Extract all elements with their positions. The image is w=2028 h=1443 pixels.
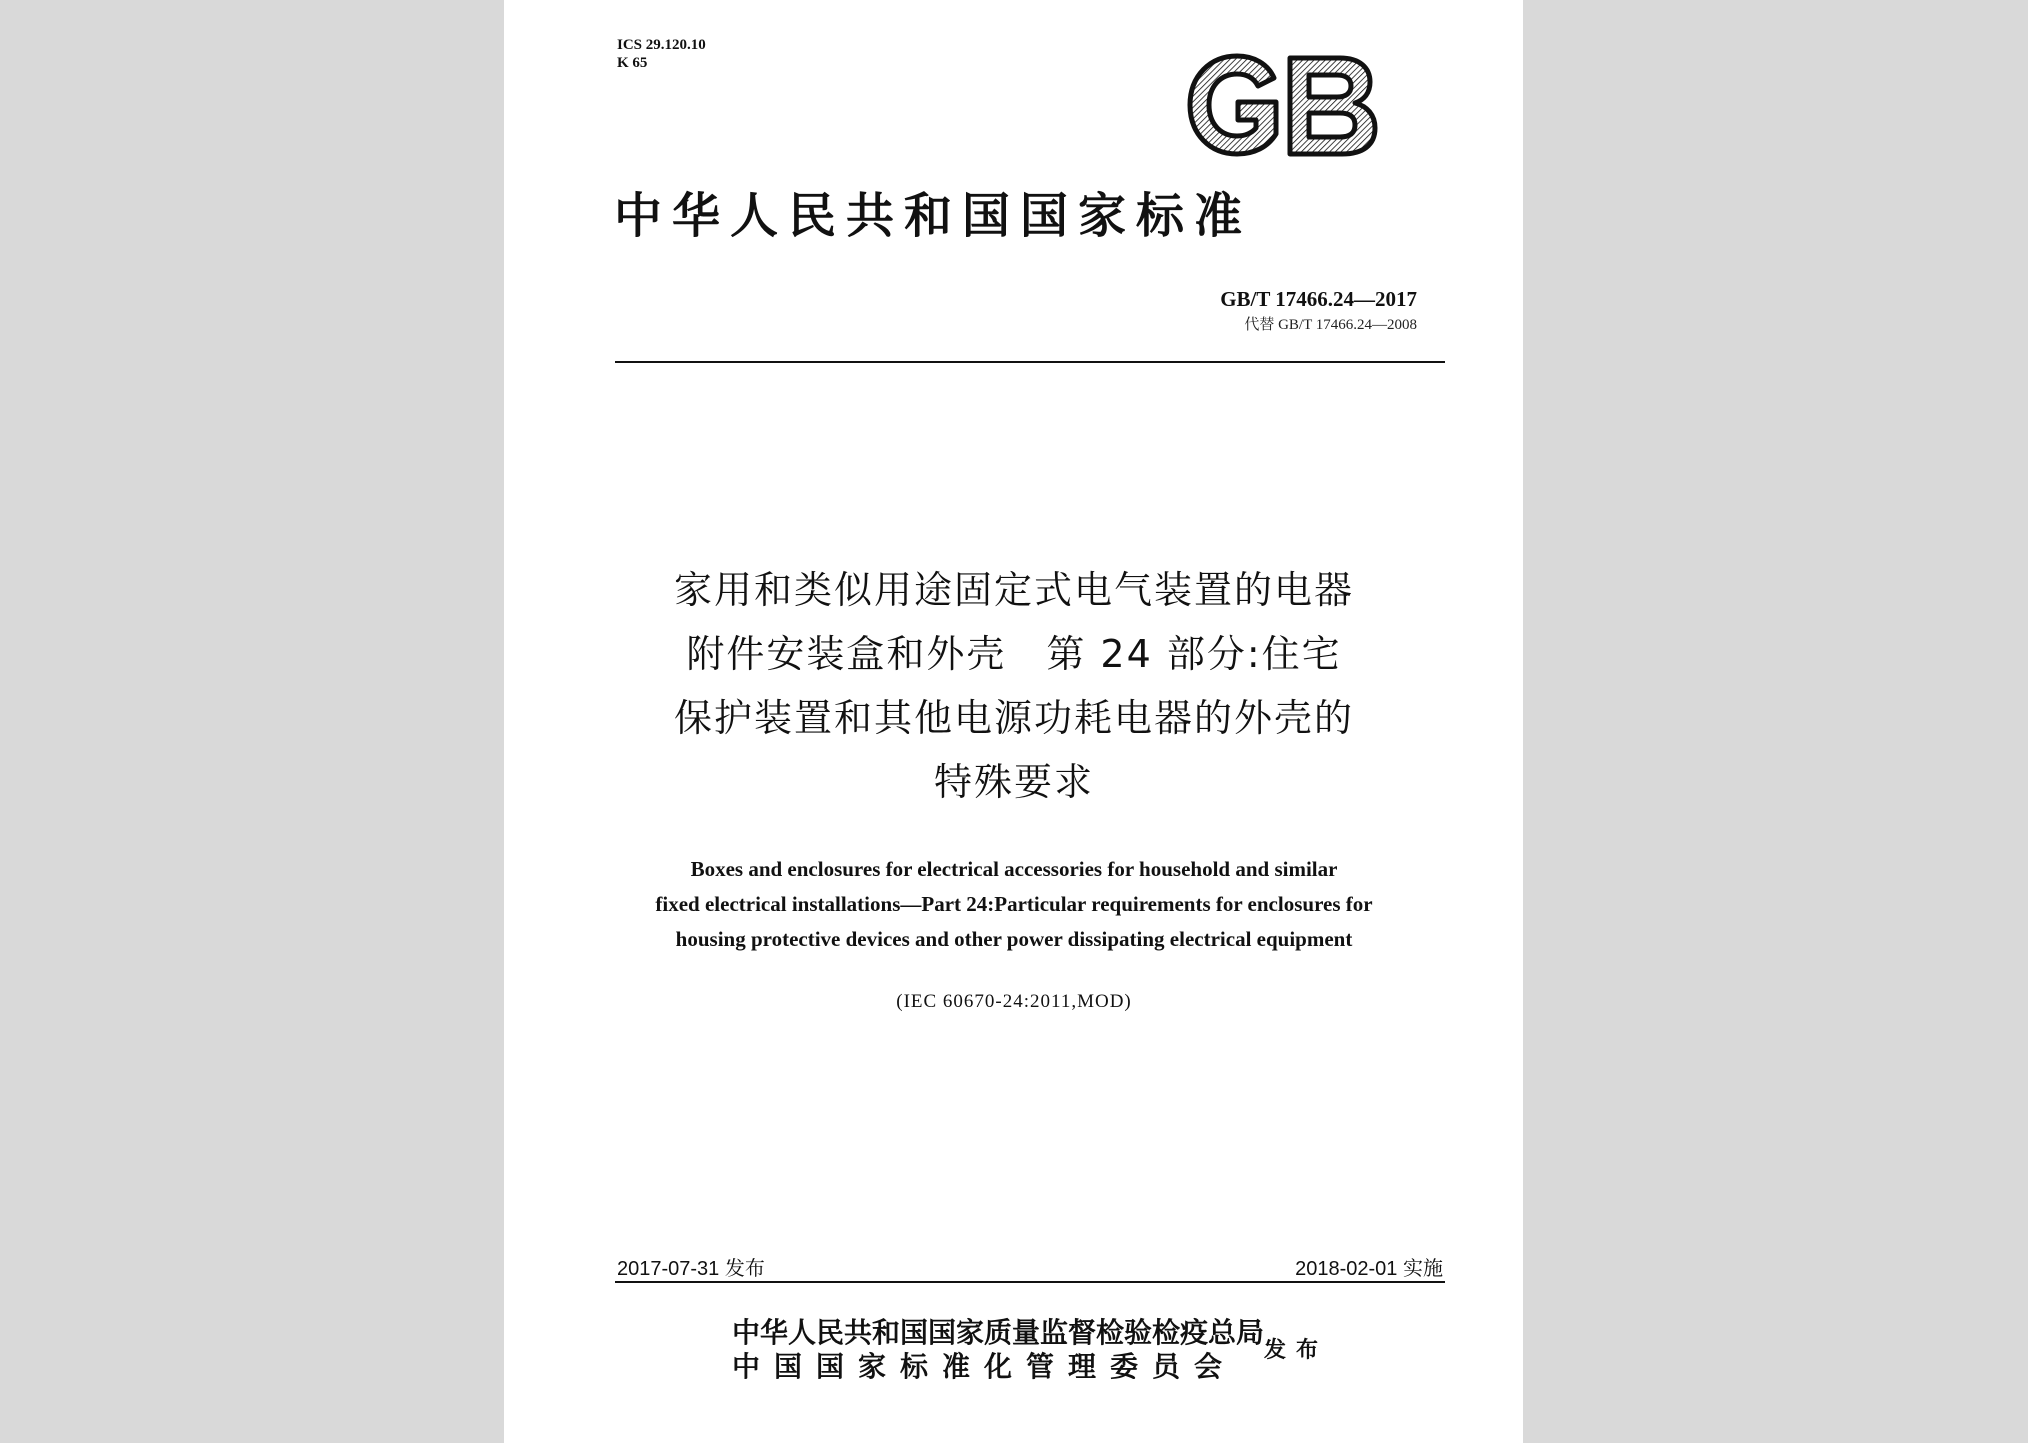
publish-label: 发布 [1264,1337,1329,1363]
issuing-authorities [732,1316,1264,1384]
implementation-date: 2018-02-01 实施 [1295,1258,1443,1280]
gb-logo [1182,50,1382,160]
issuer-line-2: 中国国家标准化管理委员会 [732,1350,1237,1383]
classification-codes [617,36,706,72]
chinese-title-line-1: 家用和类似用途固定式电气装置的电器 [673,568,1354,612]
document-page [504,0,1523,1443]
english-title-line-3: housing protective devices and other power dissipating electrical equipment [675,927,1353,951]
chinese-title-line-3: 保护装置和其他电源功耗电器的外壳的 [673,696,1354,740]
issuer-line-1: 中华人民共和国国家质量监督检验检疫总局 [732,1316,1265,1349]
replaces-standard: 代替 GB/T 17466.24—2008 [1244,317,1417,333]
adoption-reference: (IEC 60670-24:2011,MOD) [896,991,1132,1012]
english-title-line-2: fixed electrical installations—Part 24:Particular requirements for enclosures for [655,892,1373,916]
standard-code: GB/T 17466.24—2017 [1220,287,1417,311]
issue-date: 2017-07-31 发布 [617,1258,765,1280]
chinese-title-line-4: 特殊要求 [933,760,1094,804]
header-divider [615,361,1445,363]
standard-category-title: 中华人民共和国国家标准 [614,188,1253,244]
english-title-line-1: Boxes and enclosures for electrical accessories for household and similar [690,857,1338,881]
chinese-title-line-2: 附件安装盒和外壳 第 24 部分:住宅 [686,632,1342,676]
footer-divider [615,1281,1445,1283]
ccs-code: K 65 [617,55,648,71]
chinese-title [564,558,1464,814]
english-title [564,852,1464,957]
ics-code: ICS 29.120.10 [617,37,706,53]
